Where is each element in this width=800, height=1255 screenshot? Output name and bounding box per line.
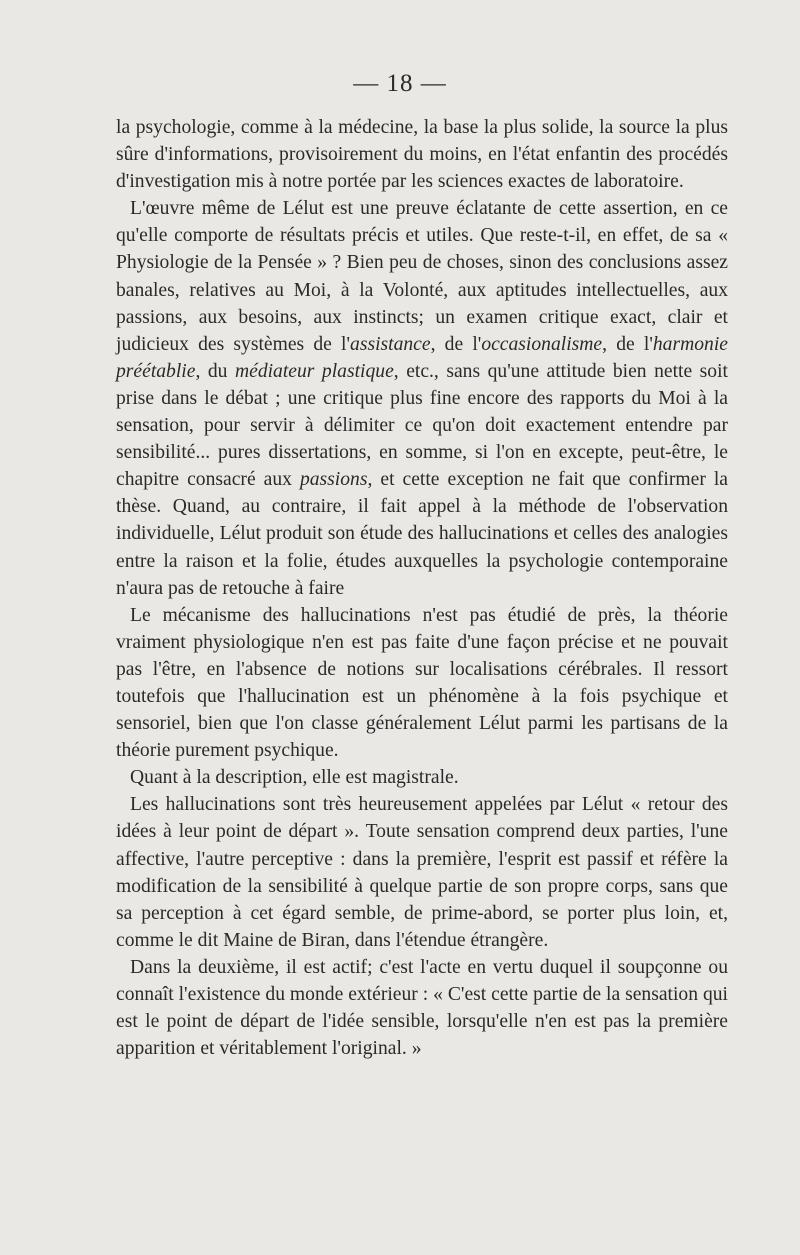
paragraph-6: Dans la deuxième, il est actif; c'est l'acte en vertu duquel il soupçonne ou connaît l'existence du monde extérieur : « C'est cette partie de la sensation qui est le point de départ de l'idée sensible, lorsqu'elle n'en est pas la première apparition et véritablement l'original. » xyxy=(116,956,728,1060)
paragraph-2-text-2: , de l' xyxy=(430,333,482,355)
italic-passions: passions xyxy=(299,469,368,491)
italic-mediateur-plastique: médiateur plastique xyxy=(234,360,394,382)
paragraph-3: Le mécanisme des hallucinations n'est pas étudié de près, la théorie vraiment physiologique n'en est pas faite d'une façon précise et ne pouvait pas l'être, en l'absence de notions sur localisations cérébrales. Il ressort toutefois que l'hallucination est un phénomène à la fois psychique et sensoriel, bien que l'on classe généralement Lélut parmi les partisans de la théorie purement psychique. xyxy=(116,604,728,762)
paragraph-2-text-6: , et cette exception ne fait que confirmer la thèse. Quand, au contraire, il fait appel à la méthode de l'observation individuelle, Lélut produit son étude des hallucinations et celles des analogies entre la raison et la folie, études auxquelles la psychologie contemporaine n'aura pas de retouche à faire xyxy=(116,469,728,599)
paragraph-1: la psychologie, comme à la médecine, la base la plus solide, la source la plus sûre d'informations, provisoirement du moins, en l'état enfantin des procédés d'investigation mis à notre portée par les sciences exactes de laboratoire. xyxy=(116,117,728,193)
paragraph-4: Quant à la description, elle est magistrale. xyxy=(130,767,459,789)
page-number: — 18 — xyxy=(353,70,447,97)
paragraph-2-text-5: , etc., sans qu'une attitude bien nette soit prise dans le débat ; une critique plus fine encore des rapports du Moi à la sensation, pour servir à délimiter ce qu'on doit exactement entendre par sensibilité... pures dissertations, en somme, si l'on en excepte, peut-être, le chapitre consacré aux xyxy=(116,360,728,491)
italic-harmonie-preetablie: harmonie préétablie xyxy=(116,333,728,382)
paragraph-5: Les hallucinations sont très heureusement appelées par Lélut « retour des idées à leur point de départ ». Toute sensation comprend deux parties, l'une affective, l'autre perceptive : dans la première, l'esprit est passif et réfère la modification de la sensibilité à quelque partie de son propre corps, sans que sa perception à cet égard semble, de prime-abord, se porter plus loin, et, comme le dit Maine de Biran, dans l'étendue étrangère. xyxy=(116,794,728,951)
paragraph-2-text-1: L'œuvre même de Lélut est une preuve éclatante de cette assertion, en ce qu'elle comporte de résultats précis et utiles. Que reste-t-il, en effet, de sa « Physiologie de la Pensée » ? Bien peu de choses, sinon des conclusions assez banales, relatives au Moi, à la Volonté, aux aptitudes intellectuelles, aux passions, aux besoins, aux instincts; un examen critique exact, clair et judicieux des systèmes de l' xyxy=(116,198,728,355)
italic-assistance: assistance xyxy=(350,333,431,355)
italic-occasionalisme: occasionalisme xyxy=(481,333,603,355)
paragraph-2 xyxy=(116,195,728,601)
paragraph-2-text-4: , du xyxy=(195,360,235,382)
body-text xyxy=(116,114,728,1062)
paragraph-2-text-3: , de l' xyxy=(602,333,653,355)
